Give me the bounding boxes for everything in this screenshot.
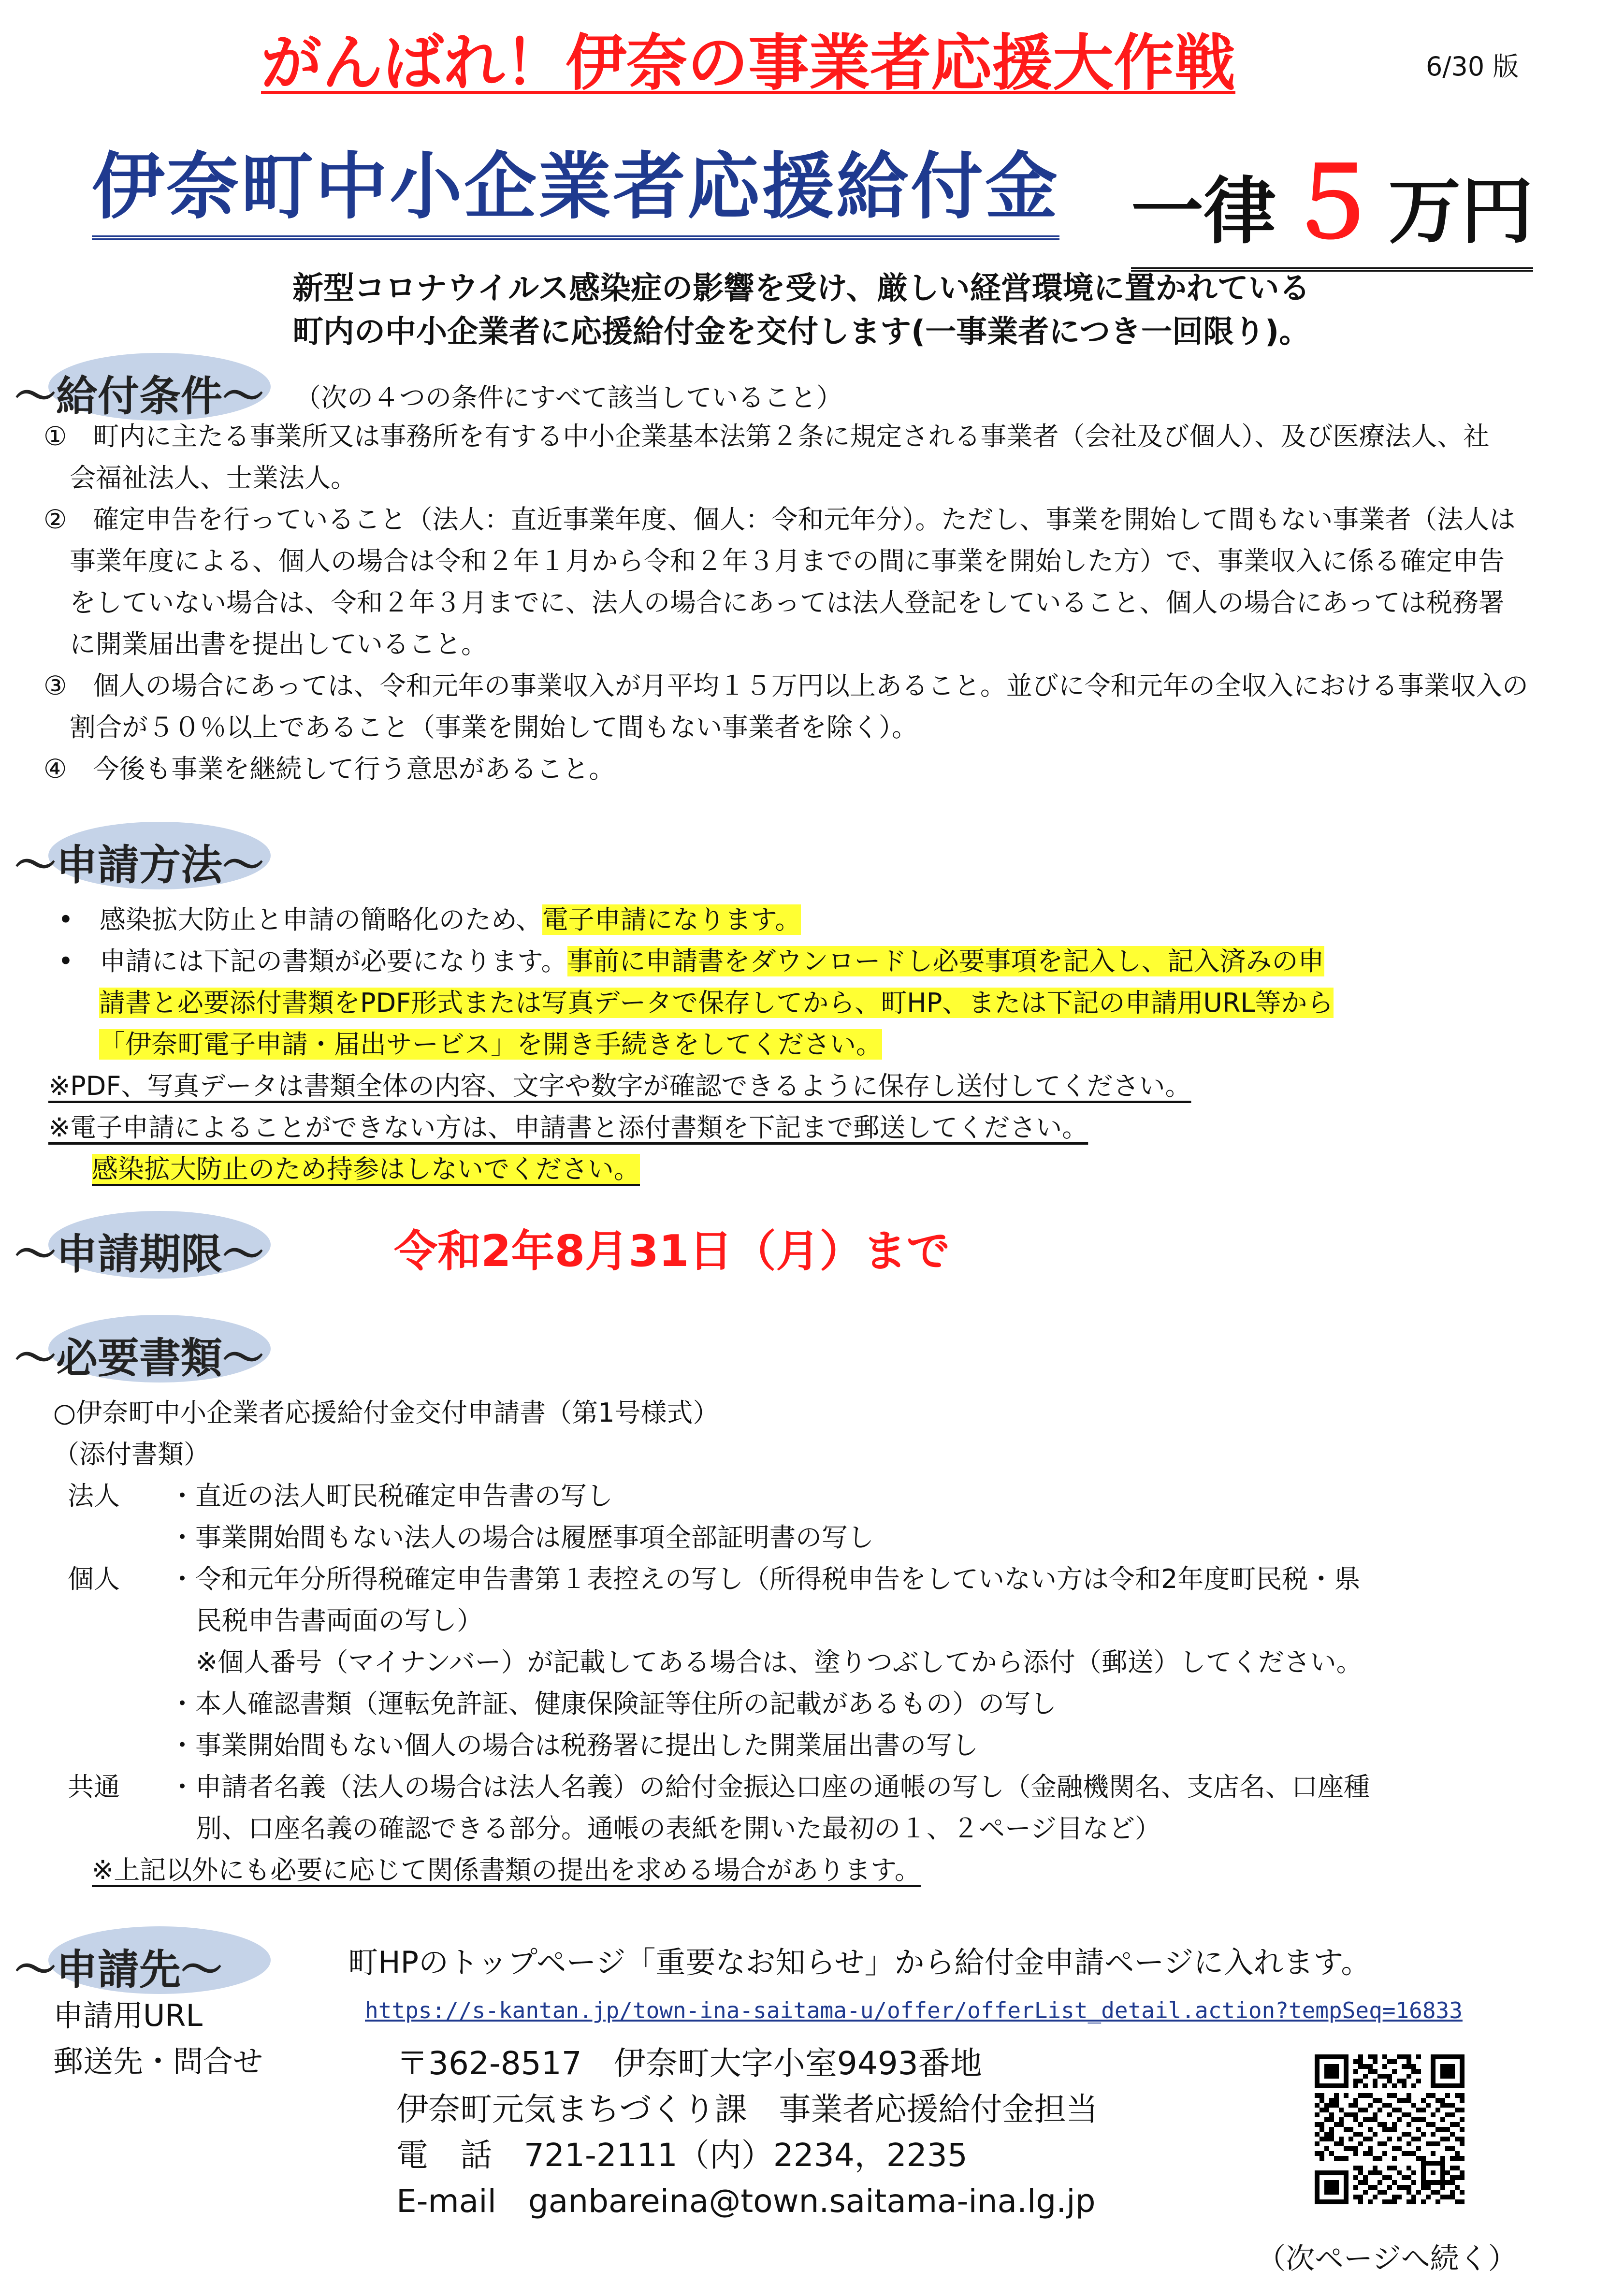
doc-item: ・事業開始間もない法人の場合は履歴事項全部証明書の写し xyxy=(169,1522,874,1553)
condition-line: ④ 今後も事業を継続して行う意思があること。 xyxy=(44,754,615,784)
doc-item: ・直近の法人町民税確定申告書の写し xyxy=(169,1481,613,1511)
doc-item: 民税申告書両面の写し） xyxy=(196,1605,483,1636)
amount-number: ５ xyxy=(1284,147,1381,260)
application-url-link[interactable]: https://s-kantan.jp/town-ina-saitama-u/offer/offerList_detail.action?tempSeq=16833 xyxy=(365,1997,1463,2023)
method-highlight: 電子申請になります。 xyxy=(542,904,801,935)
amount-prefix: 一律 xyxy=(1131,170,1276,254)
condition-line: ① 町内に主たる事業所又は事務所を有する中小企業基本法第２条に規定される事業者（会社及び個人）、及び医療法人、社 xyxy=(44,421,1490,451)
condition-line: をしていない場合は、令和２年３月までに、法人の場合にあっては法人登記をしていること、個人の場合にあっては税務署 xyxy=(44,587,1505,618)
amount-suffix: 万円 xyxy=(1388,170,1534,254)
conditions-heading-text: 〜給付条件〜 xyxy=(14,372,264,421)
method-note-2: ※電子申請によることができない方は、申請書と添付書類を下記まで郵送してください。 xyxy=(48,1112,1088,1143)
condition-line: 会福祉法人、士業法人。 xyxy=(44,463,357,493)
condition-line: 事業年度による、個人の場合は令和２年１月から令和２年３月までの間に事業を開始した方）で、事業収入に係る確定申告 xyxy=(44,546,1505,576)
condition-line: 割合が５０％以上であること（事業を開始して間もない事業者を除く）。 xyxy=(44,712,918,742)
method-note-3 xyxy=(92,1149,640,1190)
doc-item: ・申請者名義（法人の場合は法人名義）の給付金振込口座の通帳の写し（金融機関名、支店名、口座種 xyxy=(169,1772,1370,1802)
method-note-1: ※PDF、写真データは書類全体の内容、文字や数字が確認できるように保存し送付してください。 xyxy=(48,1071,1191,1101)
doc-item: ・事業開始間もない個人の場合は税務署に提出した開業届出書の写し xyxy=(169,1730,978,1761)
method-highlight: 事前に申請書をダウンロードし必要事項を記入し、記入済みの申 xyxy=(567,946,1324,976)
documents-attach: （添付書類） xyxy=(53,1439,210,1470)
method-bullet-2 xyxy=(58,941,1324,982)
kyotsu-label: 共通 xyxy=(68,1772,120,1802)
kojin-label: 個人 xyxy=(68,1564,120,1594)
main-title: 伊奈町中小企業者応援給付金 xyxy=(92,128,1059,240)
mail-label: 郵送先・問合せ xyxy=(53,2044,263,2079)
destination-heading-text: 〜申請先〜 xyxy=(14,1946,222,1994)
version-label: 6/30 版 xyxy=(1426,51,1519,82)
doc-item: ※個人番号（マイナンバー）が記載してある場合は、塗りつぶしてから添付（郵送）してください。 xyxy=(196,1647,1363,1677)
documents-heading-text: 〜必要書類〜 xyxy=(14,1334,264,1383)
bullet: • xyxy=(58,946,100,976)
condition-line: に開業届出書を提出していること。 xyxy=(44,629,487,659)
method-bullet-1 xyxy=(58,899,801,941)
next-page-note: （次ページへ続く） xyxy=(1257,2242,1517,2276)
doc-item: ・令和元年分所得税確定申告書第１表控えの写し（所得税申告をしていない方は令和2年度町民税・県 xyxy=(169,1564,1361,1594)
email-address[interactable]: E-mail ganbareina@town.saitama-ina.lg.jp xyxy=(396,2183,1096,2220)
postal-address: 〒362-8517 伊奈町大字小室9493番地 xyxy=(396,2045,982,2082)
qr-code-icon xyxy=(1310,2050,1469,2209)
campaign-title: がんばれ！伊奈の事業者応援大作戦 xyxy=(261,28,1235,99)
qr-code[interactable] xyxy=(1310,2050,1469,2209)
condition-line: ② 確定申告を行っていること（法人：直近事業年度、個人：令和元年分）。ただし、事業を開始して間もない事業者（法人は xyxy=(44,504,1516,535)
method-text: 申請には下記の書類が必要になります。 xyxy=(99,946,567,976)
doc-item: 別、口座名義の確認できる部分。通帳の表紙を開いた最初の１、２ページ目など） xyxy=(196,1813,1161,1844)
doc-item: ・本人確認書類（運転免許証、健康保険証等住所の記載があるもの）の写し xyxy=(169,1688,1057,1719)
hp-instruction: 町HPのトップページ「重要なお知らせ」から給付金申請ページに入れます。 xyxy=(348,1945,1371,1980)
deadline-date: 令和2年8月31日（月）まで xyxy=(394,1226,950,1277)
department: 伊奈町元気まちづくり課 事業者応援給付金担当 xyxy=(396,2091,1098,2128)
intro-line-1: 新型コロナウイルス感染症の影響を受け、厳しい経営環境に置かれている xyxy=(292,271,1310,306)
method-highlight: 感染拡大防止のため持参はしないでください。 xyxy=(92,1154,640,1184)
bullet: • xyxy=(58,904,100,935)
amount-label xyxy=(1131,126,1533,272)
method-heading-text: 〜申請方法〜 xyxy=(14,841,264,889)
intro-line-2: 町内の中小企業者に応援給付金を交付します(一事業者につき一回限り)。 xyxy=(292,314,1310,350)
url-label: 申請用URL xyxy=(53,1998,203,2033)
method-highlight: 「伊奈町電子申請・届出サービス」を開き手続きをしてください。 xyxy=(99,1029,882,1060)
method-highlight: 請書と必要添付書類をPDF形式または写真データで保存してから、町HP、または下記の申請用URL等から xyxy=(99,988,1334,1018)
documents-main: ○伊奈町中小企業者応援給付金交付申請書（第1号様式） xyxy=(53,1397,719,1428)
method-highlight-line xyxy=(99,982,1334,1024)
hojin-label: 法人 xyxy=(68,1481,120,1511)
condition-line: ③ 個人の場合にあっては、令和元年の事業収入が月平均１５万円以上あること。並びに令和元年の全収入における事業収入の xyxy=(44,670,1528,701)
documents-note: ※上記以外にも必要に応じて関係書類の提出を求める場合があります。 xyxy=(92,1855,921,1885)
method-highlight-line xyxy=(99,1024,882,1065)
deadline-heading-text: 〜申請期限〜 xyxy=(14,1230,264,1279)
conditions-note: （次の４つの条件にすべて該当していること） xyxy=(295,382,842,413)
telephone: 電 話 721-2111（内）2234，2235 xyxy=(396,2137,968,2174)
method-text: 感染拡大防止と申請の簡略化のため、 xyxy=(99,904,542,935)
